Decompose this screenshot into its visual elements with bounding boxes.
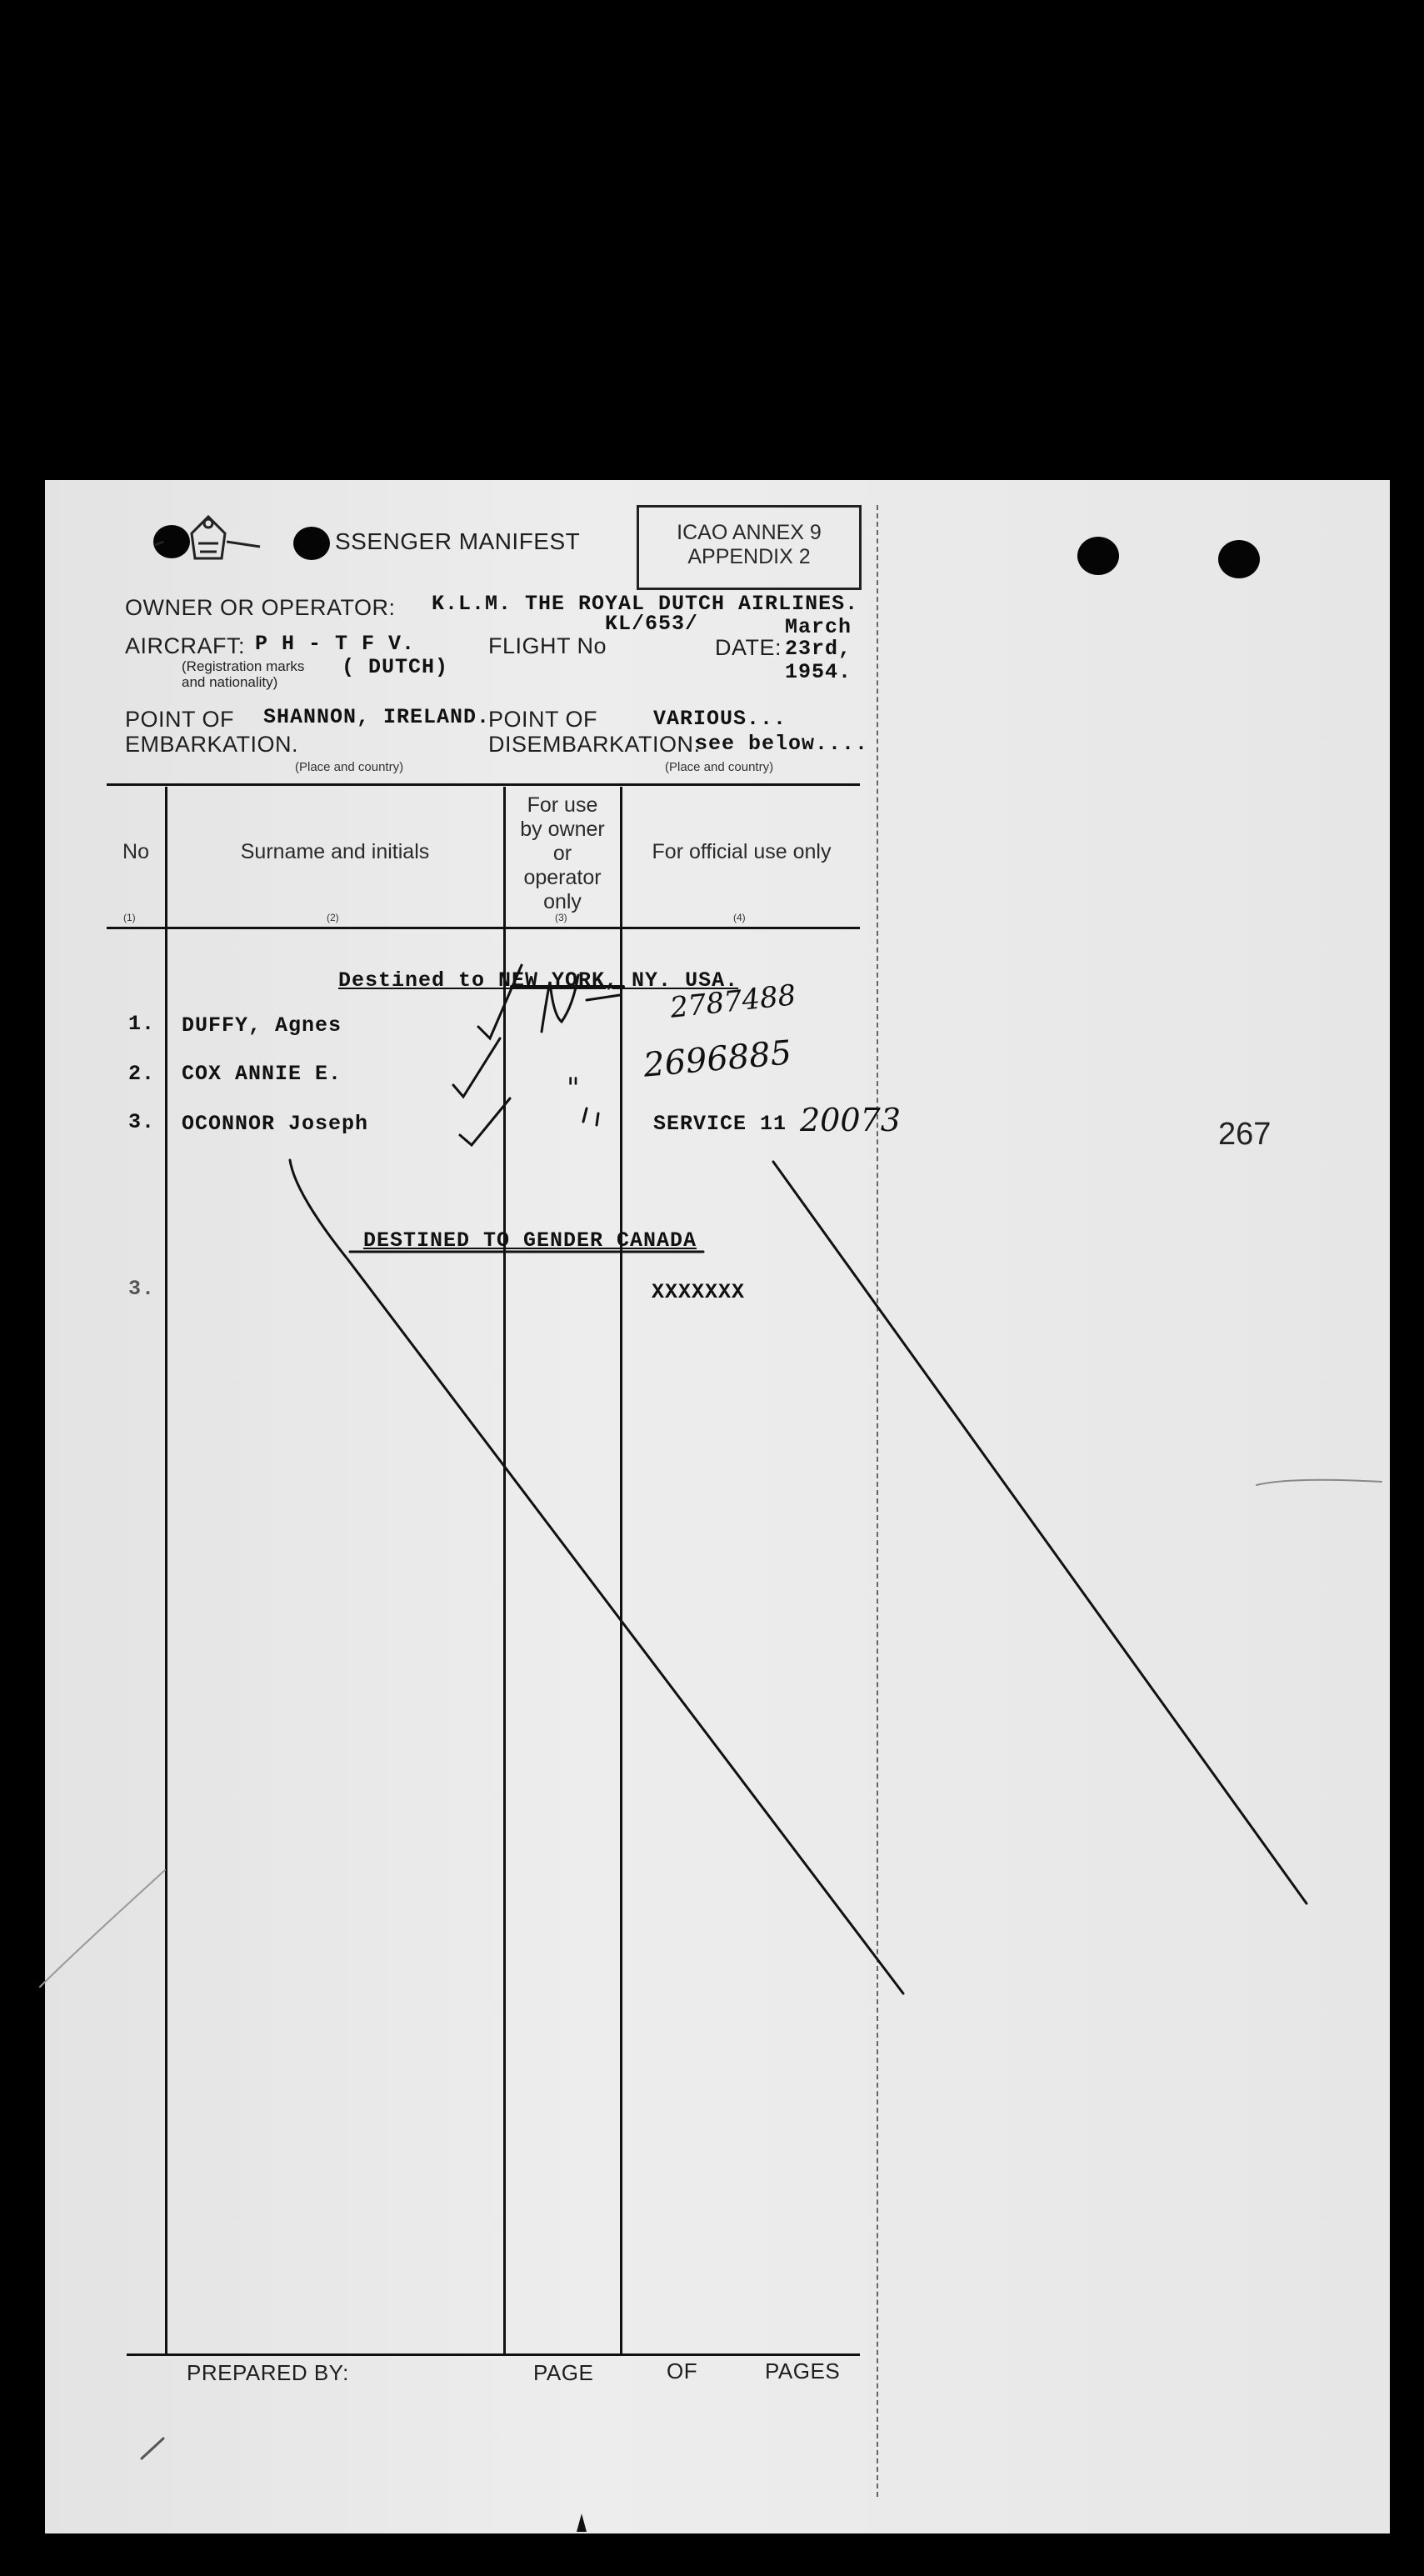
date-year: 1954.	[785, 660, 852, 684]
handwritten-number: 20073	[800, 1102, 901, 1138]
owner-use-line: only	[543, 890, 582, 913]
date-label: DATE:	[715, 635, 782, 660]
owner-value: K.L.M. THE ROYAL DUTCH AIRLINES.	[432, 592, 859, 616]
disembarkation-value-1: VARIOUS...	[653, 707, 787, 731]
col-header-official: For official use only	[652, 840, 832, 863]
ditto-mark: "	[567, 1072, 580, 1105]
table-bottom-rule	[127, 2353, 860, 2356]
section-new-york: Destined to NEW YORK, NY. USA.	[338, 968, 739, 993]
manifest-title: SSENGER MANIFEST	[335, 528, 581, 554]
date-month: March	[785, 615, 852, 639]
official-service-note: SERVICE 11	[653, 1112, 787, 1136]
disembarkation-label-2: DISEMBARKATION:	[488, 732, 701, 757]
column-divider-2	[503, 787, 506, 2353]
owner-use-line: operator	[523, 866, 602, 889]
aircraft-note-2: and nationality)	[182, 674, 278, 690]
embarkation-label-1: POINT OF	[125, 707, 235, 732]
col-header-surname: Surname and initials	[240, 840, 430, 863]
passenger-name: DUFFY, Agnes	[182, 1013, 342, 1038]
aircraft-value: P H - T F V.	[255, 632, 416, 656]
page-number: 267	[1218, 1117, 1272, 1152]
struck-out-entry: XXXXXXX	[652, 1280, 746, 1304]
annex-line2: APPENDIX 2	[687, 545, 811, 568]
aircraft-nationality: ( DUTCH)	[342, 655, 449, 679]
flight-value: KL/653/	[605, 612, 699, 636]
punch-hole-right	[1218, 540, 1260, 578]
column-divider-3	[620, 787, 622, 2353]
col-header-owner-use	[505, 793, 620, 914]
disembarkation-label-1: POINT OF	[488, 707, 598, 732]
owner-use-line: or	[552, 842, 572, 865]
flight-label: FLIGHT No	[488, 633, 607, 658]
column-divider-1	[165, 787, 167, 2353]
col-num-2: (2)	[327, 912, 339, 923]
footer-prepared-by: PREPARED BY:	[187, 2360, 349, 2385]
owner-use-line: by owner	[520, 818, 605, 841]
section-gander: DESTINED TO GENDER CANADA	[363, 1228, 697, 1253]
table-top-rule	[107, 783, 860, 786]
disembarkation-caption: (Place and country)	[665, 760, 774, 774]
footer-of: OF	[667, 2358, 698, 2383]
row-number: 3.	[128, 1110, 156, 1134]
annex-box	[637, 505, 862, 590]
handwritten-number: 2696885	[642, 1033, 793, 1085]
date-day: 23rd,	[785, 637, 852, 661]
aircraft-note-1: (Registration marks	[182, 658, 305, 674]
table-header-rule	[107, 927, 860, 929]
row-number: 3.	[128, 1277, 156, 1301]
col-header-no: No	[122, 840, 149, 863]
passenger-name: OCONNOR Joseph	[182, 1112, 369, 1136]
aircraft-label: AIRCRAFT:	[125, 633, 246, 658]
disembarkation-value-2: see below....	[695, 732, 869, 756]
col-num-1: (1)	[123, 912, 136, 923]
row-number: 2.	[128, 1062, 156, 1086]
passenger-name: COX ANNIE E.	[182, 1062, 342, 1086]
embarkation-label-2: EMBARKATION.	[125, 732, 299, 757]
owner-label: OWNER OR OPERATOR:	[125, 595, 396, 620]
embarkation-value: SHANNON, IRELAND.	[263, 705, 491, 729]
punch-hole-title-b	[293, 527, 330, 560]
annex-line1: ICAO ANNEX 9	[677, 521, 822, 544]
col-num-4: (4)	[733, 912, 746, 923]
footer-page: PAGE	[533, 2360, 594, 2385]
owner-use-line: For use	[527, 793, 598, 817]
handwritten-number: 2787488	[668, 978, 798, 1025]
punch-hole-title-a	[153, 525, 190, 558]
manifest-sheet	[45, 480, 1390, 2533]
punch-hole-left	[1077, 537, 1119, 575]
tear-edge	[877, 505, 878, 2497]
footer-pages: PAGES	[765, 2358, 841, 2383]
row-number: 1.	[128, 1012, 156, 1036]
col-num-3: (3)	[555, 912, 567, 923]
embarkation-caption: (Place and country)	[295, 760, 404, 774]
